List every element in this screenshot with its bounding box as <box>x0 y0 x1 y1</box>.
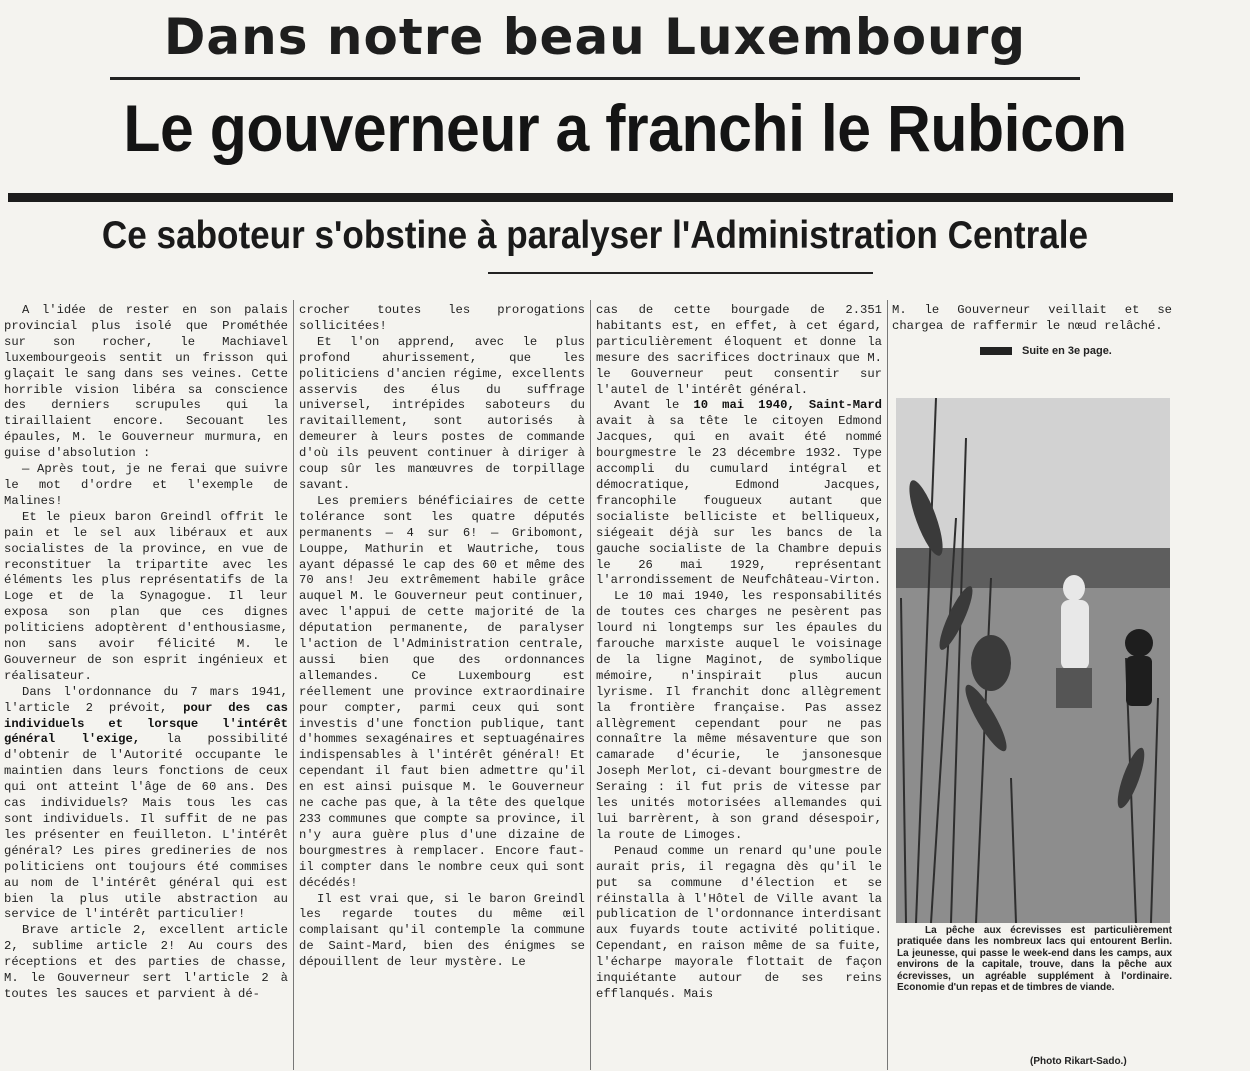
paragraph: Le 10 mai 1940, les responsabilités de toutes ces charges ne pesèrent pas lourd ni longtemps sur les épaules du farouche marxiste auquel le voisinage de la ligne Maginot, de symbolique mémoire, n'inspirait plus aucun lyrisme. Il franchit donc allègrement la frontière française. Pas assez allègrement cependant pour ne pas connaître la même mésaventure que son camarade d'écurie, le jansonesque Joseph Merlot, ci-devant bourgmestre de Seraing : il fut pris de vitesse par les unités motorisées allemandes qui lui barrèrent, à son grand désespoir, la route de Limoges. <box>596 589 882 842</box>
paragraph: Penaud comme un renard qu'une poule aurait pris, il regagna dès qu'il le put sa commune d'élection et se réinstalla à l'Hôtel de Ville avant la publication de l'ordonnance interdisant aux fuyards toute activité politique. Cependant, en raison même de sa fuite, l'écharpe mayorale flottait de façon inquiétante autour de ses reins efflanqués. Mais <box>596 843 882 1001</box>
caption-text: La pêche aux écrevisses est particulièrement pratiquée dans les nombreux lacs qui entourent Berlin. La jeunesse, qui passe le week-end dans les camps, aux environs de la capitale, trouve, dans la pêche aux écrevisses, un agréable supplément à l'ordinaire. Economie d'un repas et de timbres de viande. <box>897 925 1172 994</box>
paragraph: A l'idée de rester en son palais provincial plus isolé que Prométhée sur son rocher, le Machiavel luxembourgeois sentit un frisson qui glaçait le sang dans ses veines. Cette horrible vision libéra sa conscience des derniers scrupules qui la tiraillaient encore. Secouant les épaules, M. le Gouverneur murmura, en guise d'absolution : <box>4 303 288 461</box>
paragraph: — Après tout, je ne ferai que suivre le mot d'ordre et l'exemple de Malines! <box>4 462 288 508</box>
paragraph-text: Avant le <box>614 398 694 413</box>
continued-notice <box>980 345 1112 357</box>
continued-text: Suite en 3e page. <box>1022 345 1112 357</box>
subhead-underline <box>488 272 873 274</box>
paragraph: Brave article 2, excellent article 2, sublime article 2! Au cours des réceptions et des parties de chasse, M. le Gouverneur sert l'article 2 à toutes les sauces et parvient à dé- <box>4 923 288 1001</box>
pointing-hand-icon <box>980 347 1012 355</box>
paragraph-text: avait à sa tête le citoyen Edmond Jacques, qui en avait été nommé bourgmestre le 23 décembre 1932. Type accompli du cumulard intégral et démocratique, Edmond Jacques, francophile fougueux autant que socialiste belliciste et belliqueux, siégeait déjà sur les bancs de la gauche socialiste de la Chambre depuis le 26 mai 1929, représentant l'arrondissement de Neufchâteau-Virton. <box>596 414 882 588</box>
paragraph: Et l'on apprend, avec le plus profond ahurissement, que les politiciens d'ancien régime, excellents asservis des élus du suffrage universel, intrépides saboteurs du ravitaillement, sont autorisés à demeurer à leurs postes de commande d'où ils peuvent continuer à diriger à coup sûr les manœuvres de torpillage savant. <box>299 334 585 492</box>
paragraph: M. le Gouverneur veillait et se chargea de raffermir le nœud relâché. <box>892 303 1172 333</box>
article-column-1 <box>4 303 288 1068</box>
column-divider <box>293 300 294 1070</box>
paragraph: Il est vrai que, si le baron Greindl les regarde toutes du même œil complaisant qu'il contemple la commune de Saint-Mard, bien des énigmes se dépouillent de leur mystère. Le <box>299 891 585 970</box>
paragraph: crocher toutes les prorogations sollicitées! <box>299 303 585 333</box>
kicker-rule <box>110 77 1080 80</box>
paragraph: cas de cette bourgade de 2.351 habitants est, en effet, à cet égard, particulièrement éloquent et donne la mesure des sacrifices doctrinaux que M. le Gouverneur peut consentir sur l'autel de l'intérêt général. <box>596 303 882 397</box>
subheadline: Ce saboteur s'obstine à paralyser l'Administration Centrale <box>101 214 1089 257</box>
paragraph: Les premiers bénéficiaires de cette tolérance sont les quatre députés permanents — 4 sur 6! — Gribomont, Louppe, Mathurin et Wautriche, tous ayant dépassé le cap des 60 et même des 70 ans! Jeu extrêmement habile grâce auquel M. le Gouverneur peut continuer, avec l'appui de cette majorité de la députation permanente, de paralyser l'action de l'Administration centrale, aussi bien que des ordonnances allemandes. Ce Luxembourg est réellement une province extraordinaire pour compter, parmi ceux qui sont investis d'une fonction publique, tant d'hommes sexagénaires et septuagénaires indispensables à l'intérêt général! Et cependant il faut bien admettre qu'il en est ainsi puisque M. le Gouverneur ne cache pas que, à la tête des quelque 233 communes que compte sa province, il n'y aura guère plus d'une dizaine de bourgmestres à remplacer. Encore faut-il compter dans le nombre ceux qui sont décédés! <box>299 493 585 890</box>
main-headline: Le gouverneur a franchi le Rubicon <box>123 91 1127 165</box>
column-divider <box>590 300 591 1070</box>
headline-rule <box>8 193 1173 202</box>
paragraph <box>4 685 288 924</box>
bold-emphasis: pour des cas individuels et lorsque l'intérêt général l'exige, <box>4 700 288 747</box>
paragraph: Et le pieux baron Greindl offrit le pain et le sel aux libéraux et aux socialistes de la province, en vue de reconstituer la tripartite avec les éléments les plus représentatifs de la Loge et de la Synagogue. Il leur exposa son plan que ces dignes politiciens adoptèrent d'enthousiasme, non sans avoir félicité M. le Gouverneur de son esprit ingénieux et réalisateur. <box>4 509 288 683</box>
photo-credit: (Photo Rikart-Sado.) <box>1030 1056 1127 1067</box>
photo-caption <box>897 925 1172 993</box>
paragraph-text: Dans l'ordonnance du 7 mars 1941, l'article 2 prévoit, <box>4 684 288 715</box>
paragraph <box>596 398 882 589</box>
article-column-3 <box>596 303 882 1068</box>
bold-emphasis: 10 mai 1940, Saint-Mard <box>693 398 882 413</box>
photo-illustration <box>896 398 1170 923</box>
photo-crayfish-fishing <box>896 398 1170 923</box>
paragraph-text: la possibilité d'obtenir de l'Autorité occupante le maintien dans leurs fonctions de ceux qui ont atteint l'âge de 60 ans. Des cas individuels? Mais tous les cas sont individuels. Il suffit de ne pas les présenter en feuilleton. L'intérêt général? Les pires gredineries de nos politiciens ont toujours été commises au nom de l'intérêt général qui est bien la plus utile abstraction au service de l'intérêt particulier! <box>4 732 288 922</box>
article-column-2 <box>299 303 585 1068</box>
article-column-4 <box>892 303 1172 343</box>
kicker-title: Dans notre beau Luxembourg <box>163 8 1027 66</box>
column-divider <box>887 300 888 1070</box>
